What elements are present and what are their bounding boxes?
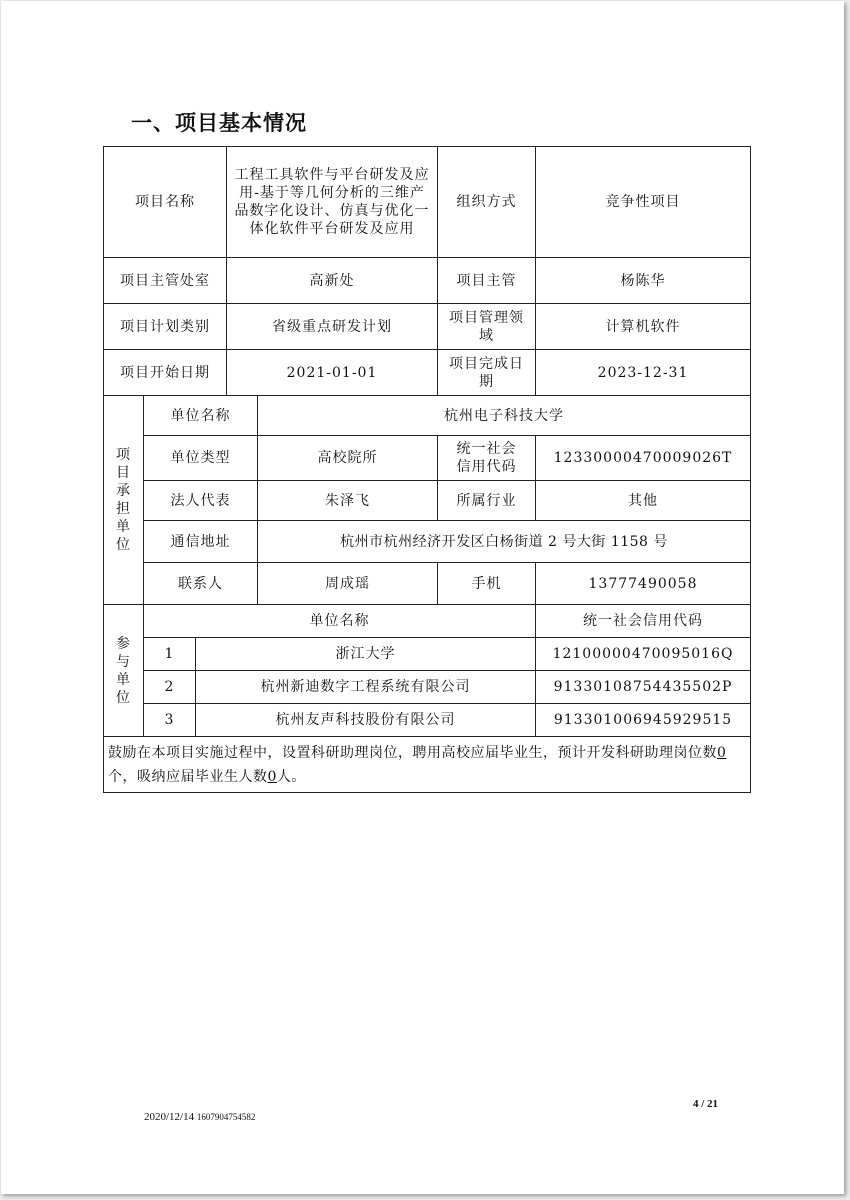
manager-label: 项目主管 bbox=[438, 258, 536, 304]
participants-section-label: 参 与 单 位 bbox=[104, 605, 144, 737]
credit-code-value: 12330000470009026T bbox=[536, 436, 751, 481]
unit-name-label: 单位名称 bbox=[144, 396, 258, 436]
field-value: 计算机软件 bbox=[536, 304, 751, 350]
industry-value: 其他 bbox=[536, 481, 751, 521]
participant-no: 2 bbox=[144, 671, 196, 704]
participant-no: 3 bbox=[144, 704, 196, 737]
table-row bbox=[104, 704, 751, 737]
legal-rep-label: 法人代表 bbox=[144, 481, 258, 521]
table-row bbox=[104, 638, 751, 671]
start-date-value: 2021-01-01 bbox=[227, 350, 438, 396]
address-label: 通信地址 bbox=[144, 521, 258, 563]
footer-date: 2020/12/14 bbox=[144, 1111, 195, 1123]
graduates-count: 0 bbox=[267, 769, 277, 785]
table-row bbox=[104, 671, 751, 704]
footer-code: 1607904754582 bbox=[196, 1112, 256, 1122]
participant-name: 浙江大学 bbox=[196, 638, 536, 671]
positions-count: 0 bbox=[717, 745, 727, 761]
contact-value: 周成瑶 bbox=[258, 563, 438, 605]
research-assistant-note: 鼓励在本项目实施过程中，设置科研助理岗位，聘用高校应届毕业生，预计开发科研助理岗位数0个，吸纳应届毕业生人数0人。 bbox=[104, 737, 751, 793]
manager-value: 杨陈华 bbox=[536, 258, 751, 304]
phone-value: 13777490058 bbox=[536, 563, 751, 605]
footer-timestamp bbox=[144, 1111, 255, 1123]
participant-code: 12100000470095016Q bbox=[536, 638, 751, 671]
unit-type-value: 高校院所 bbox=[258, 436, 438, 481]
participants-col-code: 统一社会信用代码 bbox=[536, 605, 751, 638]
legal-rep-value: 朱泽飞 bbox=[258, 481, 438, 521]
org-mode-value: 竞争性项目 bbox=[536, 147, 751, 258]
participant-name: 杭州新迪数字工程系统有限公司 bbox=[196, 671, 536, 704]
project-info-table bbox=[103, 146, 751, 793]
document-page bbox=[1, 1, 844, 1194]
participant-code: 913301006945929515 bbox=[536, 704, 751, 737]
dept-label: 项目主管处室 bbox=[104, 258, 227, 304]
credit-code-label: 统一社会 信用代码 bbox=[438, 436, 536, 481]
industry-label: 所属行业 bbox=[438, 481, 536, 521]
project-name-label: 项目名称 bbox=[104, 147, 227, 258]
unit-type-label: 单位类型 bbox=[144, 436, 258, 481]
section-heading: 一、项目基本情况 bbox=[131, 111, 307, 135]
org-mode-label: 组织方式 bbox=[438, 147, 536, 258]
participant-code: 91330108754435502P bbox=[536, 671, 751, 704]
participant-no: 1 bbox=[144, 638, 196, 671]
phone-label: 手机 bbox=[438, 563, 536, 605]
project-name-value: 工程工具软件与平台研发及应用-基于等几何分析的三维产品数字化设计、仿真与优化一体化软件平台研发及应用 bbox=[227, 147, 438, 258]
end-date-value: 2023-12-31 bbox=[536, 350, 751, 396]
plan-category-label: 项目计划类别 bbox=[104, 304, 227, 350]
end-date-label: 项目完成日期 bbox=[438, 350, 536, 396]
field-label: 项目管理领域 bbox=[438, 304, 536, 350]
contact-label: 联系人 bbox=[144, 563, 258, 605]
participant-name: 杭州友声科技股份有限公司 bbox=[196, 704, 536, 737]
plan-category-value: 省级重点研发计划 bbox=[227, 304, 438, 350]
address-value: 杭州市杭州经济开发区白杨街道 2 号大街 1158 号 bbox=[258, 521, 751, 563]
unit-name-value: 杭州电子科技大学 bbox=[258, 396, 751, 436]
page-number: 4 / 21 bbox=[693, 1098, 719, 1110]
start-date-label: 项目开始日期 bbox=[104, 350, 227, 396]
undertaker-section-label: 项 目 承 担 单 位 bbox=[104, 396, 144, 605]
dept-value: 高新处 bbox=[227, 258, 438, 304]
participants-col-name: 单位名称 bbox=[144, 605, 536, 638]
